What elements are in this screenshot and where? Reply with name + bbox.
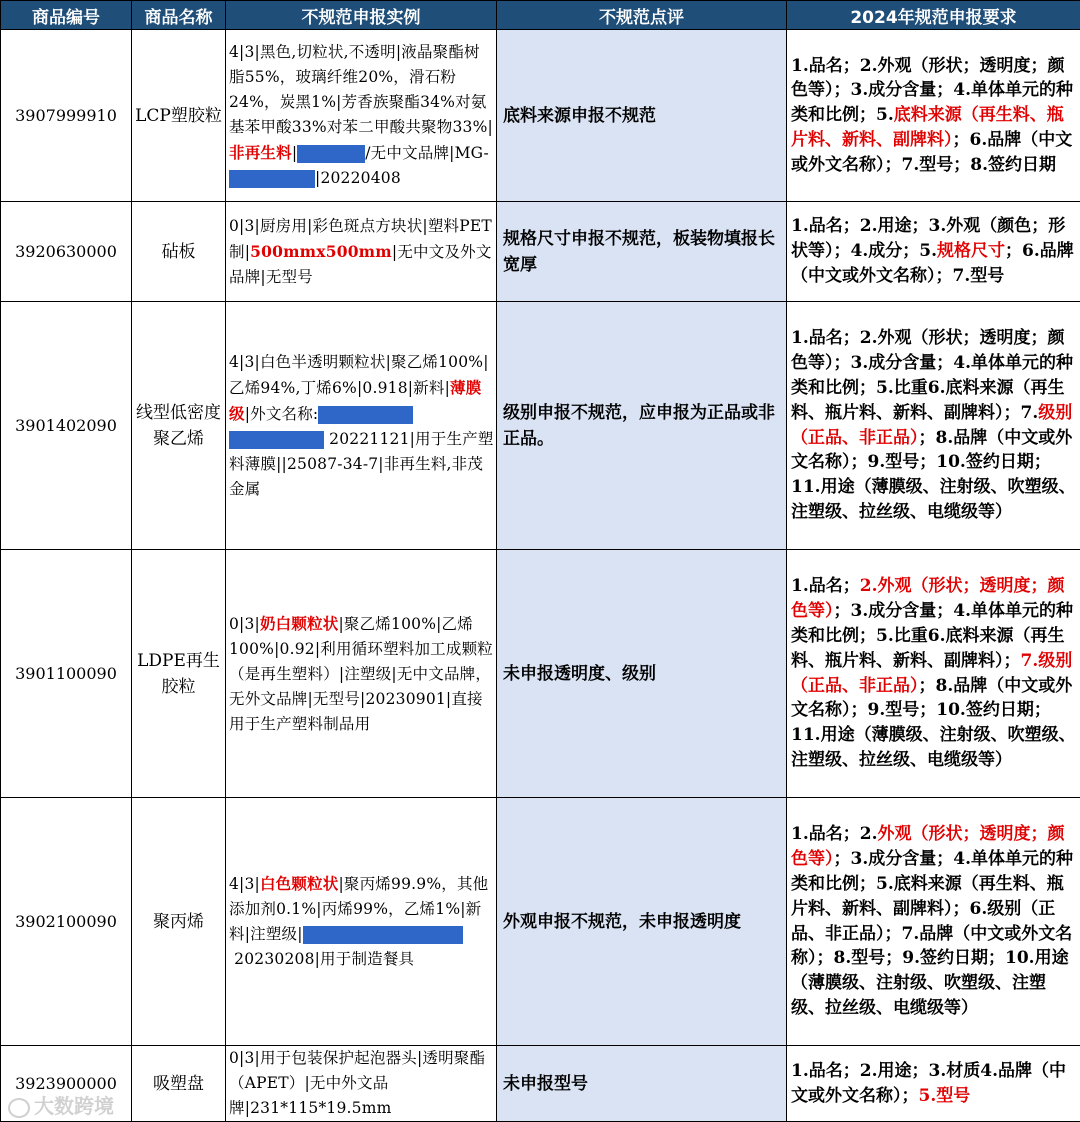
table-row	[1, 202, 1080, 302]
example-cell: 0|3|奶白颗粒状|聚乙烯100%|乙烯100%|0.92|利用循环塑料加工成颗粒（是再生塑料）|注塑级|无中文品牌，无外文品牌|无型号|20230901|直接用于生产塑料制品用	[226, 550, 497, 798]
product-name: 线型低密度聚乙烯	[132, 302, 226, 550]
redaction-mask	[318, 406, 413, 424]
redaction-mask	[303, 926, 463, 944]
header-comment: 不规范点评	[497, 1, 787, 30]
watermark-text: 大数跨境	[34, 1094, 114, 1118]
requirement-cell: 1.品名；2.用途；3.材质4.品牌（中文或外文名称）；5.型号	[787, 1046, 1080, 1122]
comment-cell: 级别申报不规范，应申报为正品或非正品。	[497, 302, 787, 550]
product-name: 砧板	[132, 202, 226, 302]
example-cell: 4|3|白色半透明颗粒状|聚乙烯100%|乙烯94%,丁烯6%|0.918|新料|薄膜级|外文名称: 20221121|用于生产塑料薄膜||25087-34-7|非再生料,非茂金属	[226, 302, 497, 550]
header-requirement: 2024年规范申报要求	[787, 1, 1080, 30]
example-cell: 0|3|厨房用|彩色斑点方块状|塑料PET制|500mmx500mm|无中文及外文品牌|无型号	[226, 202, 497, 302]
redaction-mask	[297, 145, 365, 163]
product-code: 3901402090	[1, 302, 132, 550]
requirement-cell: 1.品名；2.外观（形状；透明度；颜色等）；3.成分含量；4.单体单元的种类和比例；5.比重6.底料来源（再生料、瓶片料、新料、副牌料）；7.级别（正品、非正品）；8.品牌（中文或外文名称）；9.型号；10.签约日期；11.用途（薄膜级、注射级、吹塑级、注塑级、拉丝级、电缆级等）	[787, 302, 1080, 550]
example-cell: 0|3|用于包装保护起泡器头|透明聚酯（APET）|无中外文品牌|231*115*19.5mm	[226, 1046, 497, 1122]
requirement-cell: 1.品名；2.外观（形状；透明度；颜色等）；3.成分含量；4.单体单元的种类和比例；5.底料来源（再生料、瓶片料、新料、副牌料）；6.品牌（中文或外文名称）；7.型号；8.签约日期	[787, 30, 1080, 202]
redaction-mask	[229, 431, 324, 449]
product-name: LDPE再生胶粒	[132, 550, 226, 798]
product-name: 吸塑盘	[132, 1046, 226, 1122]
table-row	[1, 1046, 1080, 1122]
watermark	[8, 1090, 114, 1119]
comment-cell: 外观申报不规范，未申报透明度	[497, 798, 787, 1046]
comment-cell: 未申报型号	[497, 1046, 787, 1122]
requirement-cell: 1.品名；2.用途；3.外观（颜色；形状等）；4.成分；5.规格尺寸；6.品牌（中文或外文名称）；7.型号	[787, 202, 1080, 302]
requirement-cell: 1.品名；2.外观（形状；透明度；颜色等）；3.成分含量；4.单体单元的种类和比例；5.底料来源（再生料、瓶片料、新料、副牌料）；6.级别（正品、非正品）；7.品牌（中文或外文名称）；8.型号；9.签约日期；10.用途（薄膜级、注射级、吹塑级、注塑级、拉丝级、电缆级等）	[787, 798, 1080, 1046]
comment-cell: 规格尺寸申报不规范，板装物填报长宽厚	[497, 202, 787, 302]
product-name: 聚丙烯	[132, 798, 226, 1046]
requirement-cell: 1.品名；2.外观（形状；透明度；颜色等）；3.成分含量；4.单体单元的种类和比例；5.比重6.底料来源（再生料、瓶片料、新料、副牌料）；7.级别（正品、非正品）；8.品牌（中文或外文名称）；9.型号；10.签约日期；11.用途（薄膜级、注射级、吹塑级、注塑级、拉丝级、电缆级等）	[787, 550, 1080, 798]
product-code: 3902100090	[1, 798, 132, 1046]
comment-cell: 底料来源申报不规范	[497, 30, 787, 202]
redaction-mask	[229, 170, 315, 188]
header-row	[1, 1, 1080, 30]
comment-cell: 未申报透明度、级别	[497, 550, 787, 798]
example-cell: 4|3|黑色,切粒状,不透明|液晶聚酯树脂55%，玻璃纤维20%，滑石粉24%，炭黑1%|芳香族聚酯34%对氨基苯甲酸33%对苯二甲酸共聚物33%|非再生料| /无中文品牌|MG-|20220408	[226, 30, 497, 202]
product-code: 3901100090	[1, 550, 132, 798]
product-name: LCP塑胶粒	[132, 30, 226, 202]
table-row	[1, 550, 1080, 798]
table-row	[1, 302, 1080, 550]
product-code: 3920630000	[1, 202, 132, 302]
example-cell: 4|3|白色颗粒状|聚丙烯99.9%，其他添加剂0.1%|丙烯99%，乙烯1%|新料|注塑级| 20230208|用于制造餐具	[226, 798, 497, 1046]
header-example: 不规范申报实例	[226, 1, 497, 30]
header-name: 商品名称	[132, 1, 226, 30]
table-row	[1, 798, 1080, 1046]
chat-bubble-icon	[8, 1098, 30, 1118]
product-code: 3907999910	[1, 30, 132, 202]
header-code: 商品编号	[1, 1, 132, 30]
table-row	[1, 30, 1080, 202]
product-code: 3923900000	[1, 1046, 132, 1122]
